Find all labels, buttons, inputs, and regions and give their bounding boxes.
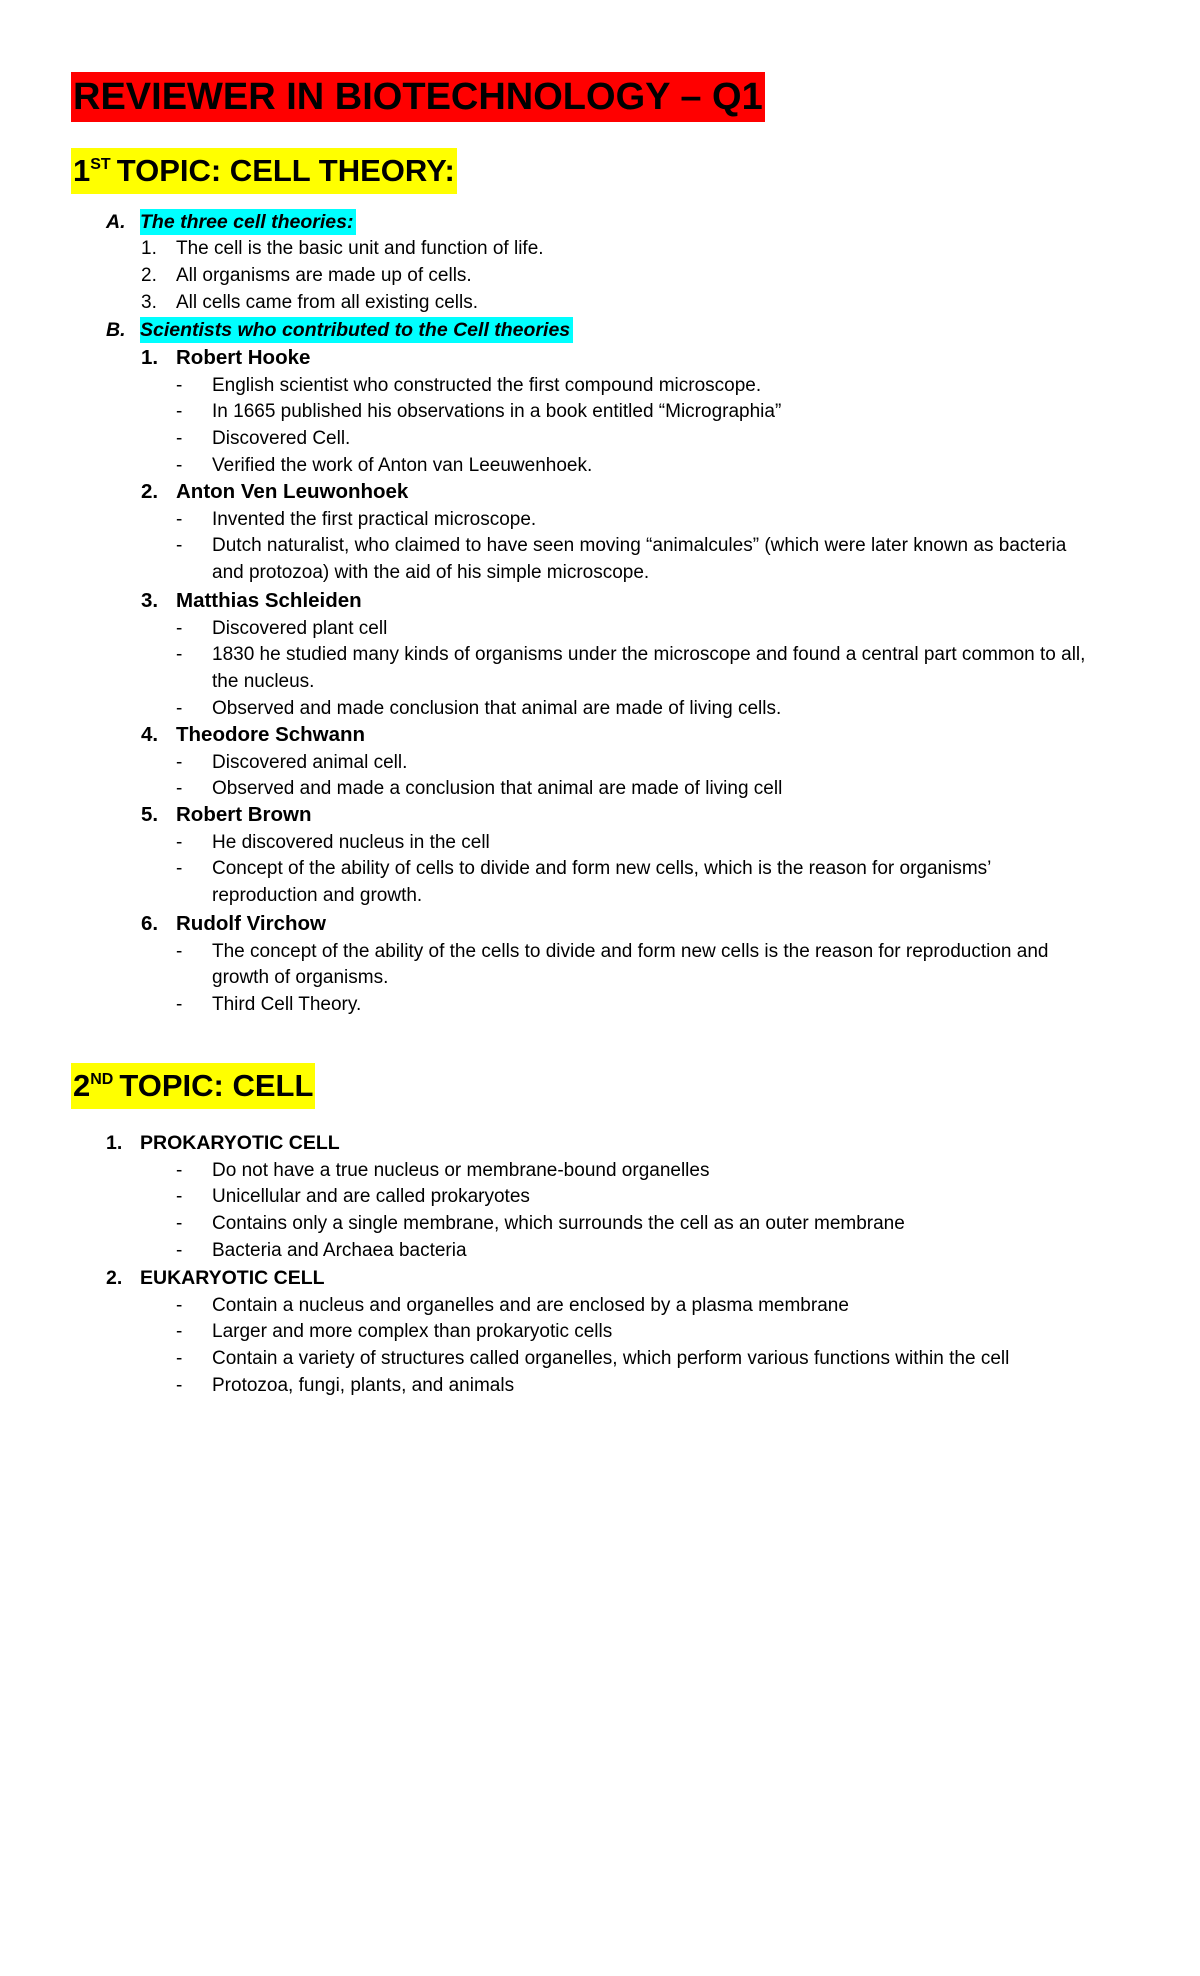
- scientist-point-text: In 1665 published his observations in a book entitled “Micrographia”: [212, 401, 782, 423]
- theory-item-text: The cell is the basic unit and function of life.: [176, 238, 544, 259]
- topic-1-superscript: ST: [90, 156, 111, 173]
- bullet-dash: -: [176, 751, 183, 773]
- section-b-marker: B.: [106, 319, 126, 341]
- topic-1-label: TOPIC: CELL THEORY:: [116, 153, 455, 188]
- cell-type-point-text: Protozoa, fungi, plants, and animals: [212, 1374, 515, 1396]
- scientist-point-text: 1830 he studied many kinds of organisms under the microscope and found a central part common to all,: [212, 644, 1086, 666]
- scientist-point-text: Observed and made conclusion that animal are made of living cells.: [212, 697, 782, 719]
- bullet-dash: -: [176, 617, 183, 639]
- bullet-dash: -: [176, 1348, 183, 1370]
- theory-item-marker: 1.: [141, 238, 157, 259]
- scientist-point-text: Invented the first practical microscope.: [212, 508, 537, 530]
- theory-item-marker: 2.: [141, 264, 157, 286]
- topic-1-number: 1: [73, 153, 91, 188]
- scientist-marker: 4.: [141, 723, 159, 746]
- cell-type-point-text: Unicellular and are called prokaryotes: [212, 1186, 530, 1208]
- bullet-dash: -: [176, 1186, 183, 1208]
- scientist-point-text: He discovered nucleus in the cell: [212, 831, 490, 853]
- scientist-point-text: Observed and made a conclusion that animal are made of living cell: [212, 778, 783, 800]
- document-title: REVIEWER IN BIOTECHNOLOGY – Q1: [71, 72, 765, 122]
- bullet-dash: -: [176, 697, 183, 719]
- cell-type-name: EUKARYOTIC CELL: [140, 1267, 325, 1289]
- bullet-dash: -: [176, 454, 183, 476]
- bullet-dash: -: [176, 1374, 183, 1396]
- bullet-dash: -: [176, 858, 183, 880]
- bullet-dash: -: [176, 940, 183, 962]
- section-a-marker: A.: [106, 211, 126, 233]
- topic-2-label: TOPIC: CELL: [119, 1068, 314, 1103]
- scientist-point-text: Discovered plant cell: [212, 617, 388, 639]
- scientist-point-text: English scientist who constructed the first compound microscope.: [212, 374, 762, 396]
- topic-2-heading: [71, 1063, 315, 1109]
- scientist-point-text: Verified the work of Anton van Leeuwenhoek.: [212, 454, 593, 476]
- cell-type-point-text: Do not have a true nucleus or membrane-bound organelles: [212, 1159, 710, 1181]
- bullet-dash: -: [176, 1321, 183, 1343]
- cell-type-point-text: Bacteria and Archaea bacteria: [212, 1239, 467, 1261]
- bullet-dash: -: [176, 401, 183, 423]
- topic-1-heading: [71, 148, 457, 194]
- section-a-heading: The three cell theories:: [140, 209, 356, 235]
- bullet-dash: -: [176, 994, 183, 1016]
- bullet-dash: -: [176, 1213, 183, 1235]
- bullet-dash: -: [176, 374, 183, 396]
- bullet-dash: -: [176, 644, 183, 666]
- theory-item-text: All organisms are made up of cells.: [176, 264, 472, 286]
- scientist-point-text: reproduction and growth.: [212, 885, 423, 907]
- scientist-marker: 5.: [141, 803, 159, 826]
- cell-type-point-text: Contains only a single membrane, which surrounds the cell as an outer membrane: [212, 1213, 905, 1235]
- scientist-point-text: growth of organisms.: [212, 967, 389, 989]
- bullet-dash: -: [176, 535, 183, 557]
- scientist-name: Anton Ven Leuwonhoek: [176, 480, 409, 503]
- bullet-dash: -: [176, 778, 183, 800]
- cell-type-point-text: Larger and more complex than prokaryotic cells: [212, 1321, 613, 1343]
- topic-2-superscript: ND: [90, 1071, 114, 1088]
- bullet-dash: -: [176, 508, 183, 530]
- scientist-marker: 2.: [141, 480, 159, 503]
- scientist-point-text: Dutch naturalist, who claimed to have seen moving “animalcules” (which were later known as bacteria: [212, 535, 1067, 557]
- scientist-marker: 1.: [141, 346, 159, 369]
- scientist-point-text: Concept of the ability of cells to divide and form new cells, which is the reason for organisms’: [212, 858, 992, 880]
- scientist-point-text: The concept of the ability of the cells to divide and form new cells is the reason for reproduction and: [212, 940, 1049, 962]
- topic-2-number: 2: [73, 1068, 91, 1103]
- scientist-point-text: and protozoa) with the aid of his simple microscope.: [212, 562, 650, 584]
- scientist-point-text: Discovered animal cell.: [212, 751, 408, 773]
- theory-item-marker: 3.: [141, 291, 157, 313]
- bullet-dash: -: [176, 1294, 183, 1316]
- bullet-dash: -: [176, 831, 183, 853]
- scientist-name: Robert Brown: [176, 803, 312, 826]
- cell-type-marker: 1.: [106, 1132, 123, 1154]
- scientist-name: Rudolf Virchow: [176, 912, 326, 935]
- bullet-dash: -: [176, 1239, 183, 1261]
- bullet-dash: -: [176, 428, 183, 450]
- scientist-point-text: Third Cell Theory.: [212, 994, 362, 1016]
- cell-type-marker: 2.: [106, 1267, 123, 1289]
- theory-item-text: All cells came from all existing cells.: [176, 291, 478, 313]
- scientist-point-text: Discovered Cell.: [212, 428, 351, 450]
- scientist-name: Matthias Schleiden: [176, 589, 362, 612]
- cell-type-name: PROKARYOTIC CELL: [140, 1132, 340, 1154]
- scientist-name: Theodore Schwann: [176, 723, 366, 746]
- scientist-marker: 6.: [141, 912, 159, 935]
- section-b-heading: Scientists who contributed to the Cell theories: [140, 317, 573, 343]
- scientist-marker: 3.: [141, 589, 159, 612]
- cell-type-point-text: Contain a nucleus and organelles and are enclosed by a plasma membrane: [212, 1294, 849, 1316]
- bullet-dash: -: [176, 1159, 183, 1181]
- scientist-name: Robert Hooke: [176, 346, 311, 369]
- cell-type-point-text: Contain a variety of structures called organelles, which perform various functions within the cell: [212, 1348, 1010, 1370]
- scientist-point-text: the nucleus.: [212, 671, 315, 693]
